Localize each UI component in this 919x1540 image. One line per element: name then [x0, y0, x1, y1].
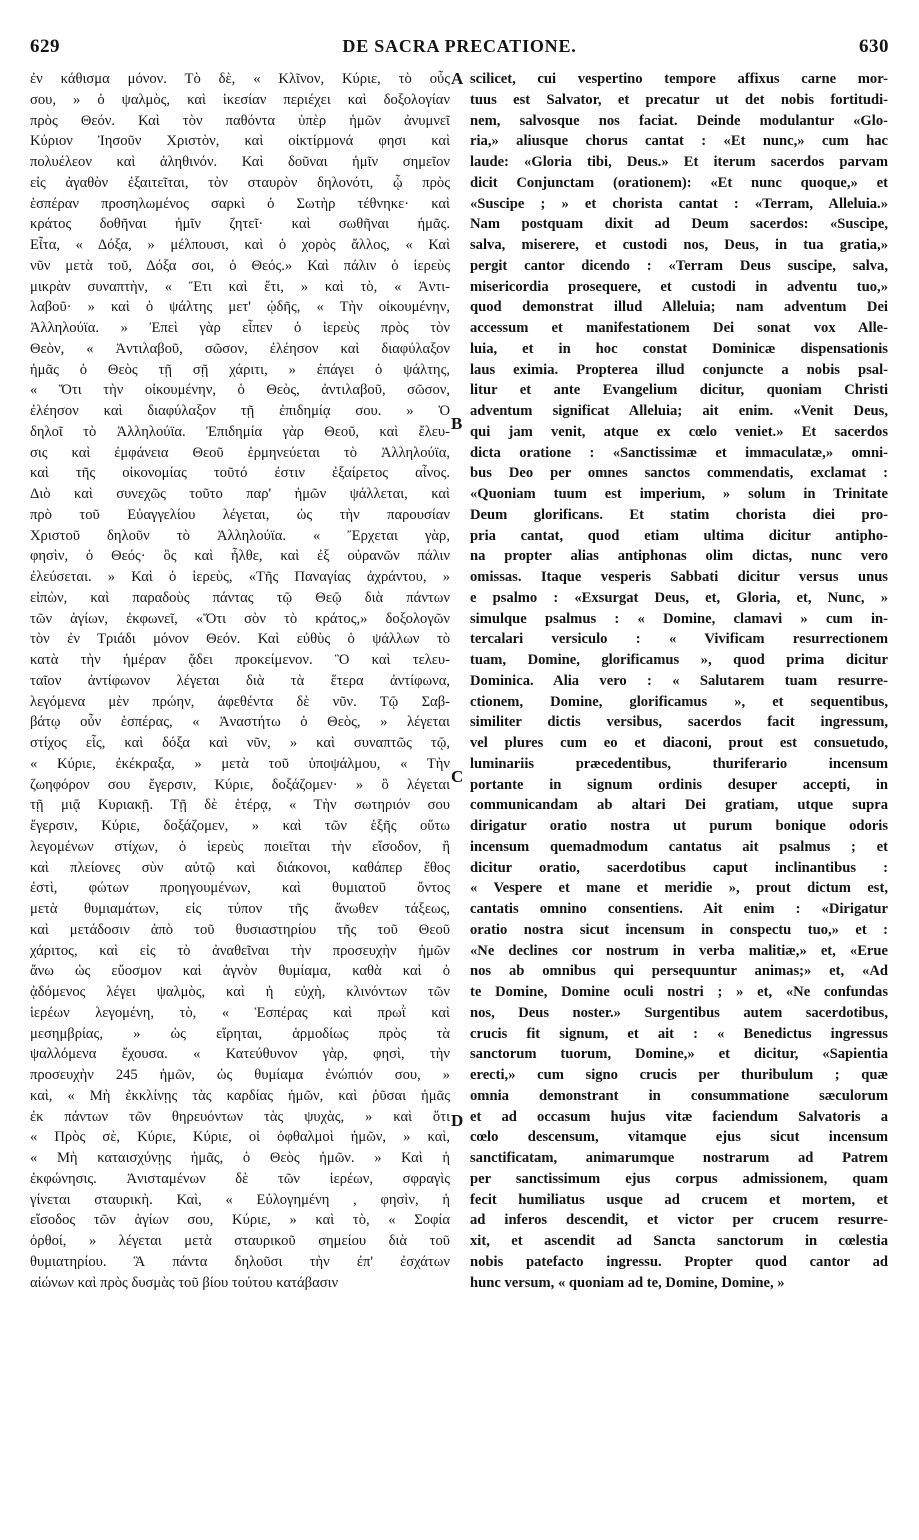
greek-text-line: ἔγερσιν, Κύριε, δοξάζομεν, » καὶ τῶν ἑξῆς οὕτω [30, 818, 450, 834]
page-number-right: 630 [859, 36, 889, 57]
greek-text-line: προσευχὴν 245 ἡμῶν, ὡς θυμίαμα ἐνώπιόν σου, » [30, 1067, 450, 1083]
greek-text-line: Ἀλληλούϊα. » Ἐπεὶ γὰρ εἶπεν ὁ ἱερεὺς πρὸς τὸν [30, 320, 450, 336]
greek-text-line: εἴσοδος τῶν ἁγίων σου, Κύριε, » καὶ τὸ, « Σοφία [30, 1212, 450, 1229]
greek-text-line: χάριτος, καὶ εἰς τὸ ἀναθεῖναι τὴν προσευχὴν ἡμῶν [30, 942, 450, 959]
latin-text-line: per sanctissimum ejus corpus admissionem, quam [470, 1170, 888, 1187]
latin-text-line: tercalari versiculo : « Vivificam resurrectionem [470, 631, 888, 648]
latin-text-line: ad inferos descendit, et victor per crucem resurre- [470, 1212, 888, 1229]
latin-text-line: laus eximia. Propterea illud conjuncte a nobis psal- [470, 361, 888, 378]
greek-text-line: Εἶτα, « Δόξα, » μέλπουσι, καὶ ὁ χορὸς ἄλλος, « Καὶ [30, 237, 450, 253]
margin-marker-b: B [451, 414, 463, 433]
page-header [30, 36, 889, 62]
greek-text-line: ταῖον ἀντίφωνον λέγεται διὰ τὰ ἕτερα ἀντίφωνα, [30, 672, 450, 689]
greek-text-line: « Πρὸς σὲ, Κύριε, Κύριε, οἱ ὀφθαλμοὶ ἡμῶν, » καὶ, [30, 1129, 450, 1146]
latin-text-line: «Quoniam tuum est imperium, » solum in Trinitate [470, 486, 888, 502]
greek-text-line: καὶ πλείονες σὺν αὐτῷ καὶ διάκονοι, καθάπερ ἔθος [30, 859, 450, 876]
latin-text-line: pria cantat, quod etiam ultima dicitur antipho- [470, 527, 888, 544]
greek-text-line: « Κύριε, ἐκέκραξα, » μετὰ τοῦ ὑποψάλμου, « Τὴν [30, 755, 450, 772]
latin-text-line: e psalmo : «Exsurgat Deus, et, Gloria, et, Nunc, » [470, 589, 888, 606]
latin-text-line: incensum quemadmodum cantatus ait psalmus ; et [470, 838, 888, 855]
latin-text-line: bus Deo per omnes sanctos commendatis, exclamat : [470, 465, 888, 482]
latin-text-line: salva, miserere, et custodi nos, Deus, in tua gratia,» [470, 237, 888, 253]
greek-text-line: πρὸ τοῦ Εὐαγγελίου λέγεται, ὡς τὴν παρουσίαν [30, 506, 450, 523]
margin-marker-c: C [451, 767, 464, 786]
latin-text-line: nem, salvosque nos faciat. Deinde modulantur «Glo- [470, 112, 888, 129]
latin-text-line: Deum glorificans. Et statim chorista diei pro- [470, 506, 888, 523]
latin-text-line: misericordia prosequere, et custodi in adventu tuo,» [470, 278, 888, 295]
latin-text-line: qui jam venit, atque ex cœlo veniet.» Et sacerdos [470, 423, 888, 440]
greek-text-line: σις καὶ ἐμφάνεια Θεοῦ ἑρμηνεύεται τὸ Ἀλληλούϊα, [30, 444, 450, 461]
latin-text-line: scilicet, cui vespertino tempore affixus carne mor- [470, 71, 888, 87]
greek-text-line: « Ὅτι τὴν οἰκουμένην, ὁ Θεὸς, ἀντιλαβοῦ, σῶσον, [30, 382, 450, 399]
latin-text-line: simulque psalmus : « Domine, clamavi » cum in- [470, 610, 888, 627]
latin-text-line: portante in signum ordinis desuper accepti, in [470, 776, 888, 793]
latin-text-line: nos, Deus noster.» Surgentibus autem sacerdotibus, [470, 1004, 888, 1021]
latin-text-line: hunc versum, « quoniam ad te, Domine, Domine, » [470, 1274, 785, 1291]
latin-text-line: na propter alias antiphonas olim dictas, nunc vero [470, 548, 888, 565]
margin-marker-d: D [451, 1111, 464, 1130]
greek-text-line: ἐκφώνησις. Ἀνισταμένων δὲ τῶν ἱερέων, σφραγὶς [30, 1170, 450, 1187]
greek-text-line: τὸν ἐν Τριάδι μόνον Θεόν. Καὶ εὐθὺς ὁ ψάλλων τὸ [30, 631, 450, 648]
latin-text-line: dicitur oratio, sacerdotibus caput inclinantibus : [470, 859, 888, 876]
latin-text-line: pergit cantor dicendo : «Terram Deus suscipe, salva, [470, 257, 888, 274]
latin-text-line: xit, et ascendit ad Sancta sanctorum in cœlestia [470, 1233, 888, 1249]
greek-text-line: δηλοῖ τὸ Ἀλληλούϊα. Ἐπιδημία γὰρ Θεοῦ, καὶ ἔλευ- [30, 423, 450, 440]
greek-text-line: ἡμᾶς ὁ Θεὸς τῇ σῇ χάριτι, » ἐπάγει ὁ ψάλτης, [30, 361, 450, 378]
latin-text-line: nobis patefacto ingressu. Propter quod cantor ad [470, 1253, 888, 1270]
greek-text-line: πρὸς Θεόν. Καὶ τὸν παθόντα ὑπὲρ ἡμῶν ἀνυμνεῖ [30, 112, 450, 129]
latin-text-line: cœlo descensum, vitamque ejus sicut incensum [470, 1129, 888, 1146]
greek-text-line: Θεὸν, « Ἀντιλαβοῦ, σῶσον, ἐλέησον καὶ διαφύλαξον [30, 340, 450, 357]
greek-text-line: καὶ μετάδοσιν ἀπὸ τοῦ θυσιαστηρίου τῆς τοῦ Θεοῦ [30, 921, 450, 938]
greek-text-line: ζωηφόρον σου ἔγερσιν, Κύριε, δοξάζομεν· » ὃ λέγεται [30, 776, 450, 793]
greek-text-line: νῦν μετὰ τοῦ, Δόξα σοι, ὁ Θεός.» Καὶ πάλιν ὁ ἱερεὺς [30, 257, 450, 274]
latin-text-line: sanctorum tuorum, Domine,» et dicitur, «Sapientia [470, 1046, 888, 1063]
greek-text-line: αἰώνων καὶ πρὸς δυσμὰς τοῦ βίου τούτου κατάβασιν [30, 1274, 339, 1291]
greek-text-line: κατὰ τὴν ἡμέραν ᾄδει προκείμενον. Ὃ καὶ τελευ- [30, 652, 450, 668]
greek-text-line: θυμιατηρίου. Ἃ πάντα δηλοῦσι τὴν ἐπ' ἐσχάτων [30, 1253, 450, 1270]
latin-text-line: te Domine, Domine oculi nostri ; » et, «Ne confundas [470, 984, 888, 1000]
greek-text-line: καὶ τῆς οἰκονομίας τοῦτό ἐστιν ἐξαίρετος αἶνος. [30, 465, 450, 482]
greek-text-line: ἐκ πάντων τῶν θηρευόντων τὰς ψυχὰς, » καὶ ὅτι [30, 1108, 450, 1125]
latin-text-line: laude: «Gloria tibi, Deus.» Et iterum sacerdos parvam [470, 154, 888, 170]
latin-text-line: ctionem, Domine, glorificamus », et sequentibus, [470, 693, 888, 710]
greek-text-line: βάτῳ οὖν ἑσπέρας, « Ἀναστήτω ὁ Θεὸς, » λέγεται [30, 714, 450, 731]
greek-text-line: ἐστὶ, φώτων προηγουμένων, καὶ θυμιατοῦ ὄντος [30, 880, 450, 897]
greek-text-line: εἰπὼν, καὶ παραδοὺς πάντας τῷ Θεῷ διὰ πάντων [30, 589, 450, 606]
greek-text-line: τῇ μιᾷ Κυριακῇ. Τῇ δὲ ἑτέρᾳ, « Τὴν σωτηριόν σου [30, 797, 450, 814]
greek-text-line: φησὶν, ὁ Θεός· ὃς καὶ ἦλθε, καὶ ἐξ οὐρανῶν πάλιν [30, 548, 450, 565]
latin-text-line: accessum et manifestationem Dei sonat vox Alle- [470, 320, 888, 336]
latin-text-line: «Suscipe ; » et chorista cantat : «Terram, Alleluia.» [470, 195, 888, 212]
greek-column [30, 69, 450, 1293]
latin-text-line: fecit humiliatus usque ad crucem et mortem, et [470, 1191, 888, 1208]
latin-text-line: tuam, Domine, glorificamus », quod prima dicitur [470, 652, 888, 668]
margin-marker-a: A [451, 69, 464, 88]
latin-text-line: Nam postquam dixit ad Deum sacerdos: «Suscipe, [470, 216, 888, 233]
greek-text-line: καὶ, « Μὴ ἐκκλίνῃς τὰς καρδίας ἡμῶν, καὶ ῥῦσαι ἡμᾶς [30, 1087, 450, 1104]
page-number-left: 629 [30, 36, 60, 57]
latin-text-line: «Ne declines cor nostrum in verba malitiæ,» et, «Erue [470, 942, 888, 959]
greek-text-line: λαβοῦ· » καὶ ὁ ψάλτης μετ' ᾠδῆς, « Τὴν οἰκουμένην, [30, 299, 450, 316]
greek-text-line: μετὰ θυμιαμάτων, εἰς τύπον τῆς ἄνωθεν τάξεως, [30, 901, 450, 917]
greek-text-line: Χριστοῦ δηλοῦν τὸ Ἀλληλούϊα. « Ἔρχεται γὰρ, [30, 527, 450, 544]
greek-text-line: κράτος δοθῆναι ἡμῖν ζητεῖ· καὶ σωθῆναι ἡμᾶς. [30, 216, 450, 233]
latin-text-line: tuus est Salvator, et precatur ut det nobis fortitudi- [470, 91, 888, 108]
latin-text-line: cantatis omnino consentiens. Ait enim : «Dirigatur [470, 901, 888, 917]
latin-text-line: similiter dictis versibus, sacerdos facit ingressum, [470, 714, 888, 731]
latin-text-line: adventum significat Alleluia; ait enim. «Venit Deus, [470, 403, 888, 419]
greek-text-line: σου, » ὁ ψαλμὸς, καὶ ἱκεσίαν περιέχει καὶ δοξολογίαν [30, 91, 450, 108]
greek-text-line: μικρὰν συναπτὴν, « Ἔτι καὶ ἔτι, » καὶ τὸ, « Ἀντι- [30, 278, 450, 295]
latin-text-line: quod demonstrat illud Alleluia; nam adventum Dei [470, 299, 888, 316]
latin-text-line: « Vespere et mane et meridie », prout dictum est, [470, 880, 888, 897]
latin-text-line: erecti,» cum signo crucis per thuribulum ; quæ [470, 1067, 888, 1083]
greek-text-line: ᾀδόμενος λέγει ψαλμὸς, καὶ ἡ εὐχὴ, κλινόντων τῶν [30, 984, 450, 1000]
greek-text-line: ἐλέησον καὶ διαφύλαξον τῇ ἐπιδημίᾳ σου. » Ὁ [30, 403, 450, 419]
greek-text-line: λεγόμενα μὲν πρώην, ἀφεθέντα δὲ νῦν. Τῷ Σαβ- [30, 693, 450, 710]
latin-column [470, 69, 888, 1293]
latin-text-line: dicta oratione : «Sanctissimæ et immaculatæ,» omni- [470, 444, 888, 461]
latin-text-line: oratio nostra sicut incensum in conspectu tuo,» et : [470, 921, 888, 938]
latin-text-line: luminariis præcedentibus, thuriferario incensum [470, 755, 888, 772]
greek-text-line: Κύριον Ἰησοῦν Χριστὸν, καὶ οἰκτίρμονά φησι καὶ [30, 133, 450, 150]
latin-text-line: vel plures cum eo et diaconi, prout est consuetudo, [470, 735, 888, 751]
latin-text-line: dicit Conjunctam (orationem): «Et nunc quoque,» et [470, 174, 888, 191]
greek-text-line: ψαλλόμενα ἔχουσα. « Κατεύθυνον γὰρ, φησὶ, τὴν [30, 1046, 450, 1063]
latin-text-line: nos ab omnibus qui persequuntur animas;» et, «Ad [470, 963, 888, 980]
greek-text-line: λεγομένων στίχων, ὁ ἱερεὺς ποιεῖται τὴν εἴσοδον, ἢ [30, 838, 450, 855]
latin-text-line: communicandam ab altari Dei gratiam, utque supra [470, 797, 888, 814]
greek-text-line: ἑσπέραν προσηλωμένος σαρκὶ ὁ Σωτὴρ τέθνηκε· καὶ [30, 195, 450, 212]
greek-text-line: ἄνω ὡς εὔοσμον καὶ ἁγνὸν θυμίαμα, καθὰ καὶ ὁ [30, 963, 450, 980]
latin-text-line: dirigatur oratio nostra ut purum bonique odoris [470, 818, 888, 834]
running-title: DE SACRA PRECATIONE. [342, 36, 577, 56]
latin-text-line: omissas. Itaque vesperis Sabbati dicitur versus unus [470, 569, 888, 585]
latin-text-line: Dominica. Alia vero : « Salutarem tuam resurre- [470, 672, 888, 689]
greek-text-line: μεσημβρίας, » ὡς εἴρηται, ἁρμοδίως πρὸς τὰ [30, 1025, 450, 1042]
greek-text-line: « Μὴ καταισχύνῃς ἡμᾶς, ὁ Θεὸς ἡμῶν. » Καὶ ἡ [30, 1150, 450, 1166]
greek-text-line: εἰς ἀγαθὸν ἐξαιτεῖται, τὸν σταυρὸν δηλονότι, ᾧ πρὸς [30, 174, 450, 191]
latin-text-line: luia, et in hoc constat Dominicæ dispensationis [470, 340, 888, 357]
greek-text-line: πολυέλεον καὶ ἀληθινόν. Καὶ δοῦναι ἡμῖν σημεῖον [30, 154, 450, 170]
greek-text-line: ἐν κάθισμα μόνον. Τὸ δὲ, « Κλῖνον, Κύριε, τὸ οὖς [30, 71, 450, 87]
latin-text-line: et ad occasum hujus vitæ faciendum Salvatoris a [470, 1108, 888, 1125]
latin-text-line: omnia demonstrant in consummatione sæculorum [470, 1087, 888, 1104]
latin-text-line: sanctificatam, animarumque nostrarum ad Patrem [470, 1150, 888, 1166]
latin-text-line: litur et ante Evangelium dicitur, quoniam Christi [470, 382, 888, 399]
latin-text-line: crucis fit signum, et ait : « Benedictus ingressus [470, 1025, 888, 1042]
greek-text-line: γίνεται σταυρικὴ. Καὶ, « Εὐλογημένη , φησὶν, ἡ [30, 1191, 450, 1208]
greek-text-line: ἐλεύσεται. » Καὶ ὁ ἱερεὺς, «Τῆς Παναγίας ἀχράντου, » [30, 569, 450, 585]
latin-text-line: ria,» aliusque chorus cantat : «Et nunc,» cum hac [470, 133, 888, 150]
greek-text-line: τῶν ἁγίων, ἐκφωνεῖ, «Ὅτι σὸν τὸ κράτος,» δοξολογῶν [30, 610, 450, 627]
greek-text-line: στίχος εἷς, καὶ δόξα καὶ νῦν, » καὶ συναπτῶς τῷ, [30, 735, 450, 751]
greek-text-line: Διὸ καὶ συνεχῶς τοῦτο παρ' ἡμῶν ψάλλεται, καὶ [30, 486, 450, 502]
greek-text-line: ὀρθοί, » λέγεται μετὰ σταυρικοῦ σημείου διὰ τοῦ [30, 1233, 450, 1249]
greek-text-line: ἱερέων λεγομένη, τὸ, « Ἑσπέρας καὶ πρωῒ καὶ [30, 1004, 450, 1021]
